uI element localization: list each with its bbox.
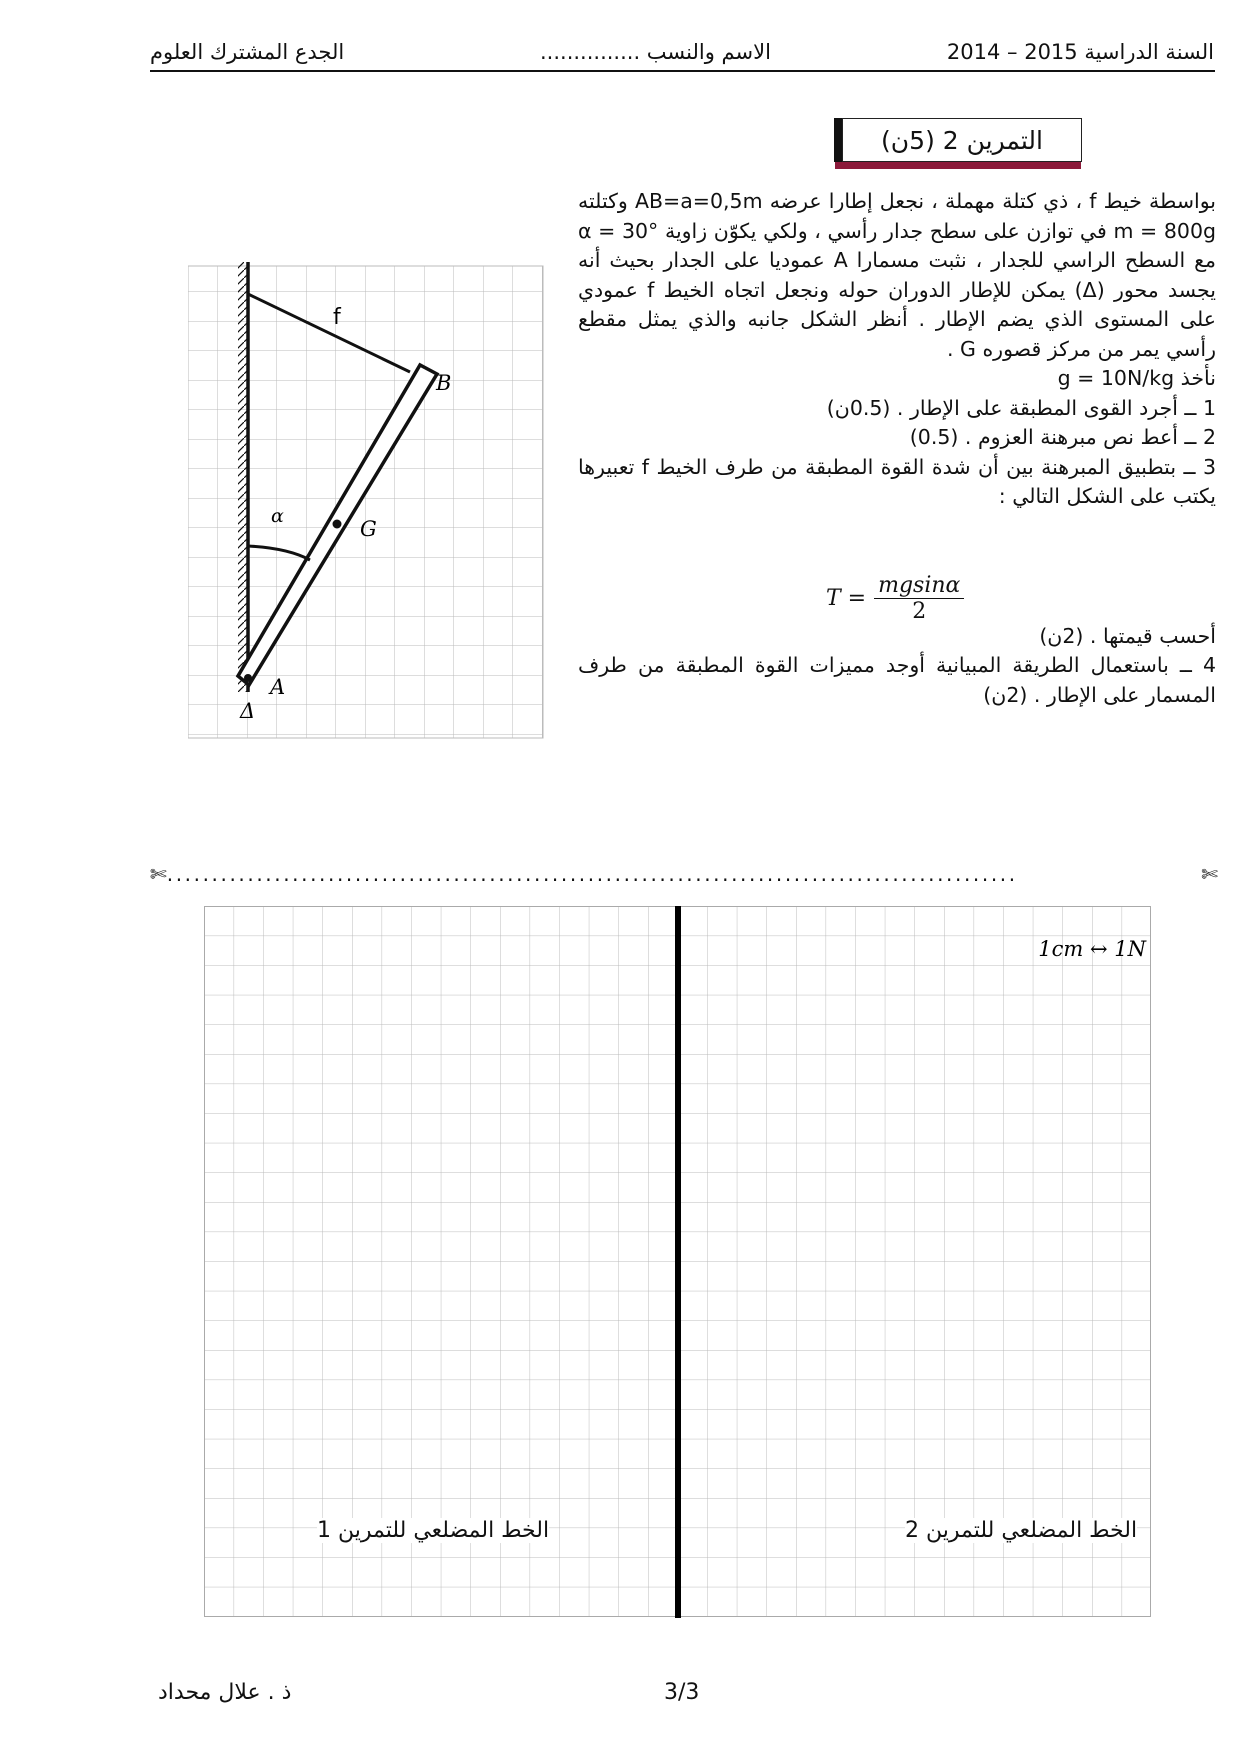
- label-b: B: [436, 371, 452, 395]
- scissor-icon: ✄: [150, 862, 167, 886]
- question-2: 2 ــ أعط نص مبرهنة العزوم . (0.5): [909, 425, 1216, 449]
- footer-page: 3/3: [664, 1680, 700, 1705]
- exercise-title-text: التمرين 2 (5ن): [881, 125, 1043, 155]
- footer-author: ذ . علال محداد: [158, 1680, 292, 1705]
- exercise-title: [842, 118, 1082, 162]
- scale-label: 1cm ↔ 1N: [1038, 937, 1146, 961]
- question-3-calc: أحسب قيمتها . (2ن): [1039, 623, 1216, 648]
- label-g: G: [360, 517, 377, 541]
- axis-dot: [244, 674, 252, 682]
- header-level: الجدع المشترك العلوم: [150, 40, 345, 64]
- header-name-field: الاسم والنسب ...............: [540, 40, 771, 64]
- answer-grid: [204, 906, 1152, 1618]
- question-3: 3 ــ بتطبيق المبرهنة بين أن شدة القوة المطبقة من طرف الخيط f تعبيرها يكتب على الشكل التالي :: [578, 454, 1216, 508]
- exercise-intro: بواسطة خيط f ، ذي كتلة مهملة ، نجعل إطارا عرضه AB=a=0,5m وكتلته m = 800g في توازن على سطح جدار رأسي ، ولكي يكوّن زاوية α = 30° مع السطح الراسي للجدار ، نثبت مسمارا A عموديا على الجدار بحيث أنه يجسد محور (Δ) يمكن للإطار الدوران حوله ونجعل اتجاه الخيط f عمودي على المستوى الذي يضم الإطار . أنظر الشكل جانبه والذي يمثل مقطع رأسي يمر من مركز قصوره G .: [578, 189, 1217, 361]
- scissor-icon: ✄: [1201, 862, 1218, 886]
- exercise-given: نأخذ g = 10N/kg: [1057, 366, 1216, 390]
- exercise-body: [578, 187, 1216, 710]
- question-1: 1 ــ أجرد القوى المطبقة على الإطار . (0.5ن): [826, 395, 1216, 420]
- right-caption: الخط المضلعي للتمرين 2: [905, 1518, 1138, 1543]
- header-school-year: السنة الدراسية 2015 – 2014: [946, 40, 1214, 64]
- cut-line: ✄............................................................................................... ✄: [150, 862, 1218, 886]
- header-rule: [150, 70, 1215, 72]
- formula-numerator: mgsinα: [874, 573, 964, 599]
- frame-figure: [188, 262, 548, 742]
- label-alpha: α: [271, 505, 284, 527]
- label-a: A: [270, 675, 286, 699]
- formula-denominator: 2: [912, 599, 927, 624]
- center-g-dot: [333, 520, 342, 529]
- formula-lhs: T =: [826, 586, 867, 611]
- question-4: 4 ــ باستعمال الطريقة المبيانية أوجد مميزات القوة المطبقة من طرف المسمار على الإطار . (2ن): [578, 653, 1216, 707]
- tension-formula: [826, 573, 964, 624]
- label-delta: Δ: [240, 699, 256, 723]
- label-f: f: [333, 305, 341, 330]
- left-caption: الخط المضلعي للتمرين 1: [317, 1518, 550, 1543]
